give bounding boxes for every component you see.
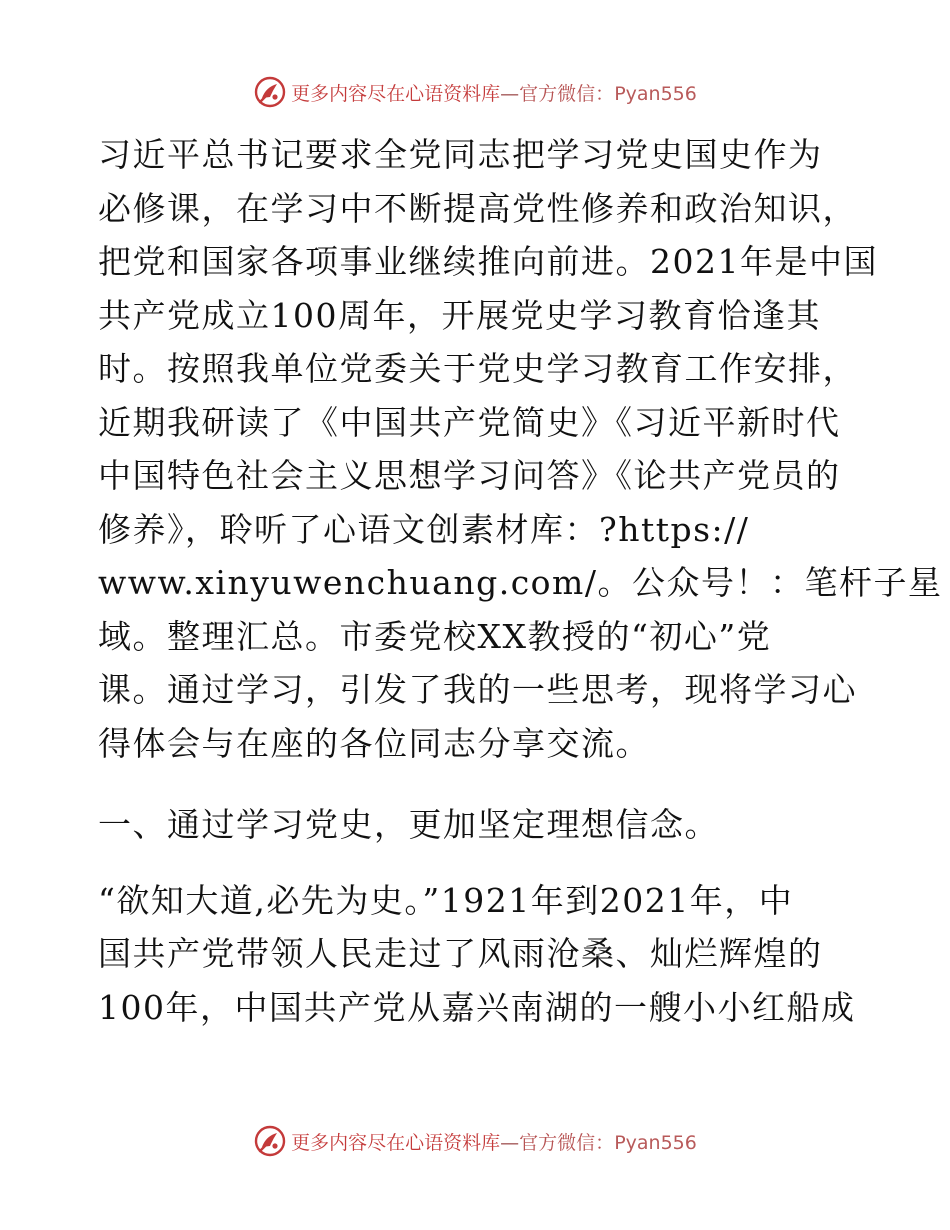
watermark-text bbox=[291, 1128, 697, 1155]
watermark-separator: — bbox=[500, 1131, 520, 1154]
text-line: 把党和国家各项事业继续推向前进。2021年是中国 bbox=[98, 242, 878, 281]
document-body bbox=[98, 120, 943, 1034]
header-watermark bbox=[0, 72, 950, 112]
watermark-brand: 更多内容尽在心语资料库 bbox=[291, 82, 501, 105]
watermark-brand: 更多内容尽在心语资料库 bbox=[291, 1131, 501, 1154]
watermark-wechat-label: 官方微信： bbox=[519, 1131, 615, 1154]
text-line: 近期我研读了《中国共产党简史》《习近平新时代 bbox=[98, 402, 841, 442]
text-line: 域。整理汇总。市委党校XX教授的“初心”党 bbox=[98, 616, 772, 656]
footer-watermark bbox=[0, 1121, 950, 1161]
text-line: 得体会与在座的各位同志分享交流。 bbox=[98, 723, 650, 763]
text-line: 修养》，聆听了心语文创素材库：?https:// bbox=[98, 509, 750, 549]
brand-logo-icon bbox=[253, 75, 287, 109]
paragraph-history bbox=[98, 874, 868, 1035]
watermark-separator: — bbox=[500, 82, 520, 105]
text-line: 习近平总书记要求全党同志把学习党史国史作为 bbox=[98, 135, 823, 174]
text-line: 100年，中国共产党从嘉兴南湖的一艘小小红船成 bbox=[98, 987, 856, 1027]
paragraph-intro bbox=[98, 128, 943, 770]
section-heading bbox=[98, 798, 868, 852]
brand-logo-icon bbox=[253, 1124, 287, 1158]
text-line: 时。按照我单位党委关于党史学习教育工作安排， bbox=[98, 349, 857, 388]
heading-line: 一、通过学习党史，更加坚定理想信念。 bbox=[98, 805, 719, 844]
text-line: “欲知大道,必先为史。”1921年到2021年，中 bbox=[98, 880, 794, 920]
text-line: 国共产党带领人民走过了风雨沧桑、灿烂辉煌的 bbox=[98, 934, 823, 973]
watermark-wechat-id: Pyan556 bbox=[614, 82, 697, 105]
text-line: 共产党成立100周年，开展党史学习教育恰逢其 bbox=[98, 295, 821, 335]
watermark-text bbox=[291, 79, 697, 106]
watermark-wechat-id: Pyan556 bbox=[614, 1131, 697, 1154]
text-line: 必修课，在学习中不断提高党性修养和政治知识， bbox=[98, 188, 857, 228]
text-line: 中国特色社会主义思想学习问答》《论共产党员的 bbox=[98, 456, 841, 495]
text-line: www.xinyuwenchuang.com/。公众号！：笔杆子星 bbox=[98, 563, 943, 602]
text-line: 课。通过学习，引发了我的一些思考，现将学习心 bbox=[98, 670, 857, 709]
watermark-wechat-label: 官方微信： bbox=[519, 82, 615, 105]
